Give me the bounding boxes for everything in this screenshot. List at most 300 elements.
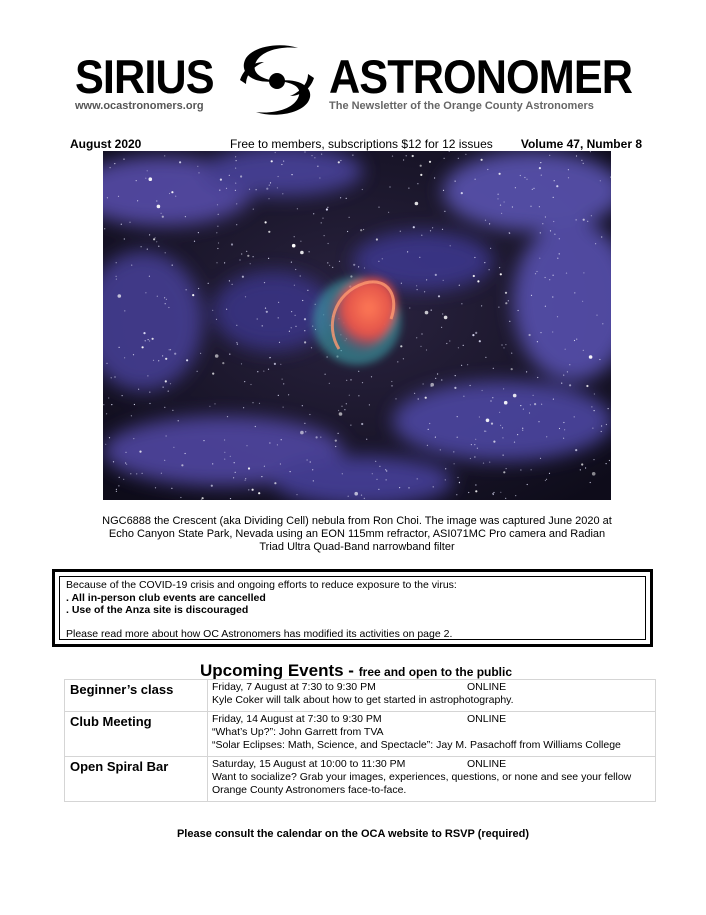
star-point [511,368,513,370]
star-point [172,410,173,411]
star-point [125,452,126,453]
star-point [498,307,499,308]
star-point [537,377,538,378]
star-point [173,447,174,448]
issue-volume: Volume 47, Number 8 [520,137,642,151]
star-point [471,444,472,445]
star-point [141,246,142,247]
star-point [419,257,420,258]
event-details [208,712,656,757]
star-point [224,459,225,460]
star-point [606,424,607,425]
star-point [386,470,387,471]
star-point [589,355,593,359]
star-point [250,384,251,385]
star-point [149,234,150,235]
star-point [346,198,347,199]
star-point [241,363,242,364]
star-point [458,347,459,348]
star-point [261,476,262,477]
star-point [529,334,531,336]
star-point [530,404,531,405]
star-point [522,430,523,431]
star-point [312,326,313,327]
star-point [504,201,505,202]
star-point [198,232,199,233]
star-point [546,479,547,480]
star-point [148,339,149,340]
star-point [358,266,359,267]
star-point [209,406,210,407]
star-point [594,393,595,394]
star-point [218,242,219,243]
star-point [107,197,108,198]
star-point [226,188,227,189]
masthead-title-astronomer: ASTRONOMER [329,50,633,103]
star-point [435,437,436,438]
star-point [426,349,427,350]
star-point [550,230,551,231]
star-point [477,448,478,449]
star-point [593,459,594,460]
star-point [364,498,365,499]
star-point [231,243,233,245]
star-point [240,175,242,177]
star-point [235,168,236,169]
star-point [378,207,379,208]
star-point [247,255,249,257]
star-point [492,493,493,494]
star-point [133,354,134,355]
star-point [549,473,550,474]
star-point [162,216,164,218]
star-point [539,258,540,259]
star-point [256,189,257,190]
star-point [350,379,351,380]
star-point [530,206,531,207]
star-point [360,229,362,231]
star-point [505,292,507,294]
star-point [582,301,583,302]
star-point [468,492,469,493]
star-point [212,463,213,464]
star-point [304,341,306,343]
star-point [149,340,150,341]
star-point [281,164,282,165]
star-point [295,269,296,270]
star-point [262,325,263,326]
star-point [542,223,543,224]
star-point [297,208,298,209]
event-line: “What’s Up?”: John Garrett from TVA [212,726,384,738]
star-point [269,357,270,358]
star-point [234,462,235,463]
star-point [246,251,247,252]
star-point [514,442,515,443]
star-point [149,276,150,277]
star-point [300,251,304,255]
star-point [252,402,253,403]
star-point [278,302,279,303]
star-point [581,463,583,465]
star-point [106,413,107,414]
star-point [580,469,581,470]
star-point [458,158,459,159]
star-point [420,346,421,347]
star-point [595,243,596,244]
star-point [180,497,181,498]
star-point [149,392,150,393]
star-point [513,394,517,398]
star-point [224,439,225,440]
star-point [574,416,575,417]
star-point [575,449,577,451]
star-point [489,269,490,270]
star-point [434,177,435,178]
star-point [155,237,156,238]
star-point [130,473,131,474]
star-point [461,365,462,366]
star-point [576,219,577,220]
star-point [295,326,296,327]
star-point [257,371,258,372]
star-point [116,276,117,277]
star-point [116,279,117,280]
star-point [164,155,165,156]
star-point [280,463,281,464]
star-point [583,163,584,164]
star-point [429,423,430,424]
star-point [474,456,475,457]
star-point [224,452,225,453]
star-point [445,479,446,480]
star-point [408,487,409,488]
star-point [596,315,597,316]
star-point [414,393,415,394]
star-point [162,355,163,356]
star-point [280,364,281,365]
star-point [391,381,392,382]
star-point [539,206,540,207]
star-point [540,332,541,333]
star-point [341,406,342,407]
star-point [165,303,166,304]
star-point [243,407,244,408]
star-point [535,273,536,274]
star-point [559,428,560,429]
star-point [472,334,474,336]
star-point [157,296,158,297]
star-point [442,229,443,230]
star-point [147,170,148,171]
star-point [274,482,276,484]
star-point [431,386,432,387]
star-point [545,277,546,278]
star-point [563,422,564,423]
star-point [319,177,320,178]
star-point [320,437,321,438]
event-line: Kyle Coker will talk about how to get started in astrophotography. [212,694,514,706]
star-point [169,349,170,350]
event-name: Beginner’s class [65,680,208,712]
star-point [349,217,350,218]
star-point [601,431,602,432]
star-point [563,375,564,376]
star-point [165,358,167,360]
star-point [417,289,418,290]
star-point [155,487,156,488]
star-point [313,480,314,481]
star-point [608,408,609,409]
crescent-nebula-photo [103,151,611,500]
star-point [327,262,328,263]
star-point [499,267,500,268]
star-point [423,383,424,384]
star-point [309,414,310,415]
cover-caption [100,515,614,554]
star-point [329,383,330,384]
star-point [428,429,429,430]
star-point [590,151,591,152]
star-point [470,385,471,386]
event-line: Orange County Astronomers face-to-face. [212,784,407,796]
star-point [136,180,137,181]
star-point [113,461,114,462]
star-point [217,226,218,227]
star-point [114,376,115,377]
notice-bullet: . All in-person club events are cancelled [66,591,266,604]
star-point [583,272,584,273]
star-point [123,479,124,480]
masthead-url[interactable]: www.ocastronomers.org [75,100,204,112]
star-point [563,438,564,439]
star-point [453,451,454,452]
masthead-tagline: The Newsletter of the Orange County Astronomers [329,100,594,112]
masthead-right [329,52,658,112]
star-point [304,318,306,320]
star-point [366,439,367,440]
star-point [432,227,433,228]
star-point [143,332,145,334]
star-point [486,419,490,423]
star-point [353,264,355,266]
star-point [118,196,119,197]
star-point [524,177,525,178]
star-point [311,155,312,156]
star-point [111,377,112,378]
star-point [418,398,419,399]
star-point [253,256,254,257]
star-point [236,160,237,161]
star-point [487,169,488,170]
star-point [244,381,245,382]
star-point [425,397,427,399]
star-point [211,485,213,487]
star-point [400,345,402,347]
star-point [217,204,218,205]
star-point [123,159,124,160]
star-point [438,295,440,297]
star-point [395,398,396,399]
star-point [540,458,541,459]
star-point [538,421,539,422]
star-point [327,356,328,357]
star-point [312,469,313,470]
star-point [227,416,228,417]
star-point [241,253,242,254]
star-point [170,349,171,350]
star-point [461,192,463,194]
star-point [104,228,105,229]
star-point [475,332,477,334]
event-when: Friday, 7 August at 7:30 to 9:30 PM [212,681,376,693]
star-point [339,261,340,262]
star-point [242,276,244,278]
star-point [520,405,521,406]
star-point [161,473,162,474]
star-point [235,472,236,473]
star-point [537,341,538,342]
star-point [304,330,305,331]
star-point [450,245,451,246]
star-point [479,416,480,417]
star-point [288,394,289,395]
star-point [129,222,130,223]
star-point [246,445,247,446]
star-point [307,290,308,291]
star-point [565,349,566,350]
star-point [457,416,458,417]
star-point [569,384,571,386]
star-point [290,471,291,472]
star-point [553,275,554,276]
star-point [561,383,562,384]
star-point [352,155,353,156]
star-point [609,460,610,461]
star-point [185,453,186,454]
star-point [426,279,427,280]
covid-notice-content [59,576,646,640]
star-point [499,173,501,175]
star-point [442,313,443,314]
star-point [164,460,165,461]
star-point [315,304,316,305]
star-point [583,219,585,221]
star-point [482,390,483,391]
star-point [248,489,249,490]
star-point [500,492,501,493]
star-point [483,463,484,464]
star-point [289,331,290,332]
star-point [304,423,305,424]
star-point [403,159,404,160]
star-point [549,155,550,156]
star-point [506,468,507,469]
star-point [186,359,188,361]
star-point [274,363,276,365]
star-point [427,445,428,446]
star-point [346,380,347,381]
star-point [492,397,493,398]
star-point [235,183,236,184]
star-point [233,477,234,478]
star-point [317,166,318,167]
covid-notice-box [52,569,653,647]
star-point [232,284,233,285]
star-point [324,235,325,236]
star-point [172,265,173,266]
star-point [342,473,343,474]
star-point [553,221,554,222]
star-point [311,347,312,348]
star-point [529,412,530,413]
star-point [118,294,122,298]
star-point [475,179,476,180]
star-point [539,167,541,169]
star-point [198,288,199,289]
star-point [263,371,264,372]
star-point [564,429,565,430]
star-point [271,160,273,162]
star-point [235,156,236,157]
star-point [168,391,169,392]
star-point [497,198,498,199]
star-point [520,469,521,470]
star-point [527,484,528,485]
star-point [163,387,164,388]
star-point [501,213,502,214]
star-point [532,189,533,190]
star-point [509,233,510,234]
star-point [268,369,269,370]
star-point [522,428,523,429]
star-point [489,223,490,224]
star-point [118,485,119,486]
star-point [546,436,547,437]
star-point [170,383,171,384]
star-point [194,241,195,242]
star-point [413,226,415,228]
star-point [198,172,199,173]
star-point [505,498,506,499]
star-point [504,401,508,405]
star-point [559,253,560,254]
event-when: Friday, 14 August at 7:30 to 9:30 PM [212,713,382,725]
star-point [456,494,457,495]
star-point [131,265,132,266]
star-point [226,309,227,310]
star-point [158,246,159,247]
star-point [540,232,541,233]
star-point [171,488,172,489]
star-point [338,161,340,163]
star-point [338,410,339,411]
star-point [568,169,569,170]
star-point [253,209,254,210]
event-name: Club Meeting [65,712,208,757]
star-point [296,494,297,495]
star-point [122,395,123,396]
star-point [181,464,183,466]
star-point [349,395,350,396]
star-point [602,323,603,324]
star-point [200,353,201,354]
star-point [443,280,444,281]
star-point [392,156,393,157]
star-point [268,258,269,259]
star-point [446,343,447,344]
star-point [138,389,139,390]
